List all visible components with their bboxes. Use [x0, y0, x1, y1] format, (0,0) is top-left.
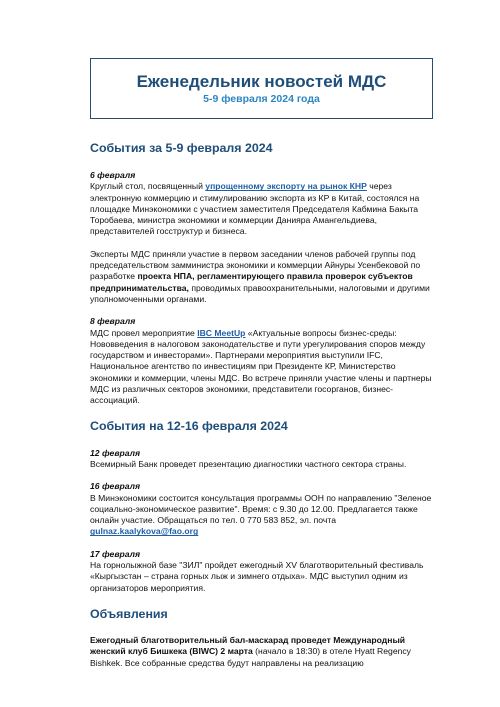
event-description [90, 493, 435, 538]
section-title-past-events: События за 5-9 февраля 2024 [90, 141, 273, 155]
event-description: Всемирный Банк проведет презентацию диагностики частного сектора страны. [90, 458, 407, 469]
announcement-text-bold: Ежегодный благотворительный бал-маскарад проведет Международный женский клуб Бишкека (BIWC) 2 марта [90, 634, 406, 657]
event-date: 8 февраля [90, 316, 136, 327]
event-date: 6 февраля [90, 170, 136, 180]
section-title-upcoming-events: События на 12-16 февраля 2024 [90, 418, 288, 433]
section-title-announcements: Объявления [90, 606, 168, 621]
event-text-bold: проекта НПА, регламентирующего правила проверок субъектов предпринимательства, [90, 271, 413, 293]
event-text: Круглый стол, посвященный [90, 181, 206, 192]
announcement-description [90, 635, 435, 669]
event-date: 17 февраля [90, 548, 141, 559]
event-description [90, 249, 435, 305]
newsletter-body [90, 140, 435, 669]
event-description [90, 181, 435, 237]
email-link[interactable]: gulnaz.kaalykova@fao.org [90, 526, 199, 537]
announcement-text: (начало в 18:30) в отеле Hyatt Regency Bishkek. Все собранные средства будут направлены на реализацию [90, 646, 411, 668]
event-text: Эксперты МДС приняли участие в первом заседании членов рабочей группы под председательством замминистра экономики и коммерции Айнуры Усенбековой по разработке [90, 248, 421, 282]
event-text: В Минэкономики состоится консультация программы ООН по направлению "Зеленое социально-экономическое развитие". Время: с 9.30 до 12.00. Предлагается также онлайн участие. Обращаться по тел. 0 770 583 852, эл. почта [90, 492, 432, 526]
newsletter-date-range: 5-9 февраля 2024 года [203, 93, 320, 105]
export-china-link[interactable]: упрощенному экспорту на рынок КНР [205, 181, 367, 192]
event-text: «Актуальные вопросы бизнес-среды: Нововведения в налоговом законодательстве и пути урегулирования споров между государством и инвесторами». Партнерами мероприятия выступили IFC, Национальное агентство по инвестициям при Президенте КР, Министерство экономики и коммерции, члены МДС. Во встрече приняли участие члены и партнеры МДС из различных секторов экономики, представители госорганов, бизнес-ассоциаций. [90, 327, 432, 406]
event-date: 16 февраля [90, 481, 141, 492]
event-date: 12 февраля [90, 447, 141, 458]
event-description [90, 328, 435, 407]
event-text: через электронную коммерцию и стимулированию экспорта из КР в Китай, состоялся на площадке Минэкономики с участием заместителя Председателя Кабмина Бакыта Торобаева, министра экономики и коммерции Данияра Амангельдиева, представителей госструктур и бизнеса. [90, 181, 420, 237]
ibc-meetup-link[interactable]: IBC MeetUp [197, 327, 246, 338]
newsletter-title: Еженедельник новостей МДС [136, 72, 387, 91]
newsletter-header [90, 58, 433, 119]
event-text: проводимых правоохранительными, налоговыми и другими уполномоченными органами. [90, 282, 430, 304]
event-text: МДС провел мероприятие [90, 327, 198, 338]
event-description: На горнолыжной базе "ЗИЛ" пройдет ежегодный XV благотворительный фестиваль «Кыргызстан – страна горных лыж и зимнего отдыха». МДС выступил одним из организаторов мероприятия. [90, 560, 424, 593]
